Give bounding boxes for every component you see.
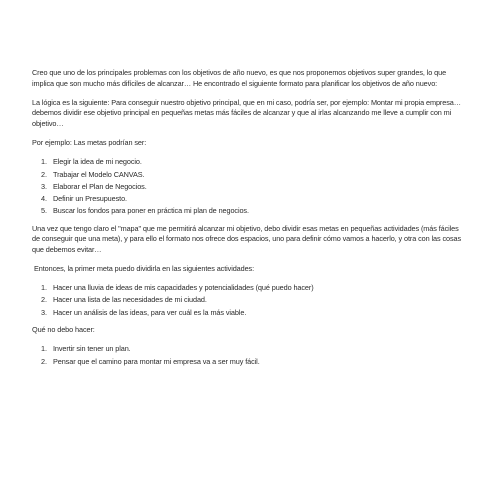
list-item-text: Trabajar el Modelo CANVAS. — [53, 169, 145, 179]
intro-paragraph-3: Por ejemplo: Las metas podrían ser: — [32, 138, 147, 148]
list-item — [32, 357, 466, 368]
list-item-text: Hacer una lista de las necesidades de mi ciudad. — [53, 295, 207, 305]
document-body — [32, 68, 466, 374]
intro-paragraph-2: La lógica es la siguiente: Para conseguir nuestro objetivo principal, que en mi caso, podría ser, por ejemplo: Montar mi propia empresa… debemos dividir ese objetivo principal en pequeñas metas más fáciles de alcanzar y que al irlas alcanzando me lleve a cumplir con mi objetivo… — [32, 97, 461, 128]
list-number: 1. — [41, 283, 47, 293]
list-number: 4. — [41, 193, 47, 203]
metas-list — [32, 157, 466, 216]
list-item — [32, 295, 466, 306]
actividades-list — [32, 283, 466, 318]
list-number: 2. — [41, 356, 47, 366]
list-item-text: Pensar que el camino para montar mi empresa va a ser muy fácil. — [53, 356, 260, 366]
intro-paragraph-1: Creo que uno de los principales problemas con los objetivos de año nuevo, es que nos proponemos objetivos super grandes, lo que implica que son mucho más difíciles de alcanzar… He encontrado el siguiente formato para planificar los objetivos de año nuevo: — [32, 68, 447, 88]
list-item — [32, 283, 466, 294]
list-number: 2. — [41, 169, 47, 179]
list-number: 1. — [41, 344, 47, 354]
list-item-text: Definir un Presupuesto. — [53, 193, 127, 203]
no-hacer-paragraph: Qué no debo hacer: — [32, 325, 95, 335]
list-number: 1. — [41, 157, 47, 167]
list-number: 3. — [41, 307, 47, 317]
mapa-paragraph: Una vez que tengo claro el "mapa" que me permitirá alcanzar mi objetivo, debo dividir esas metas en pequeñas actividades (más fáciles de conseguir que una meta), y para ello el formato nos ofrece dos espacios, uno para definir cómo vamos a hacerlo, y otra con las cosas que debemos evitar… — [32, 223, 462, 254]
list-item-text: Hacer un análisis de las ideas, para ver cuál es la más viable. — [53, 307, 247, 317]
list-number: 5. — [41, 206, 47, 216]
list-item — [32, 308, 466, 319]
no-hacer-list — [32, 344, 466, 367]
entonces-paragraph: Entonces, la primer meta puedo dividirla en las siguientes actividades: — [34, 264, 255, 274]
list-item-text: Elegir la idea de mi negocio. — [53, 157, 142, 167]
list-item-text: Hacer una lluvia de ideas de mis capacidades y potencialidades (qué puedo hacer) — [53, 283, 314, 293]
list-item — [32, 206, 466, 217]
list-number: 2. — [41, 295, 47, 305]
list-item — [32, 344, 466, 355]
list-number: 3. — [41, 181, 47, 191]
list-item — [32, 182, 466, 193]
list-item-text: Invertir sin tener un plan. — [53, 344, 131, 354]
list-item — [32, 194, 466, 205]
list-item — [32, 170, 466, 181]
list-item — [32, 157, 466, 168]
list-item-text: Buscar los fondos para poner en práctica mi plan de negocios. — [53, 206, 249, 216]
list-item-text: Elaborar el Plan de Negocios. — [53, 181, 147, 191]
